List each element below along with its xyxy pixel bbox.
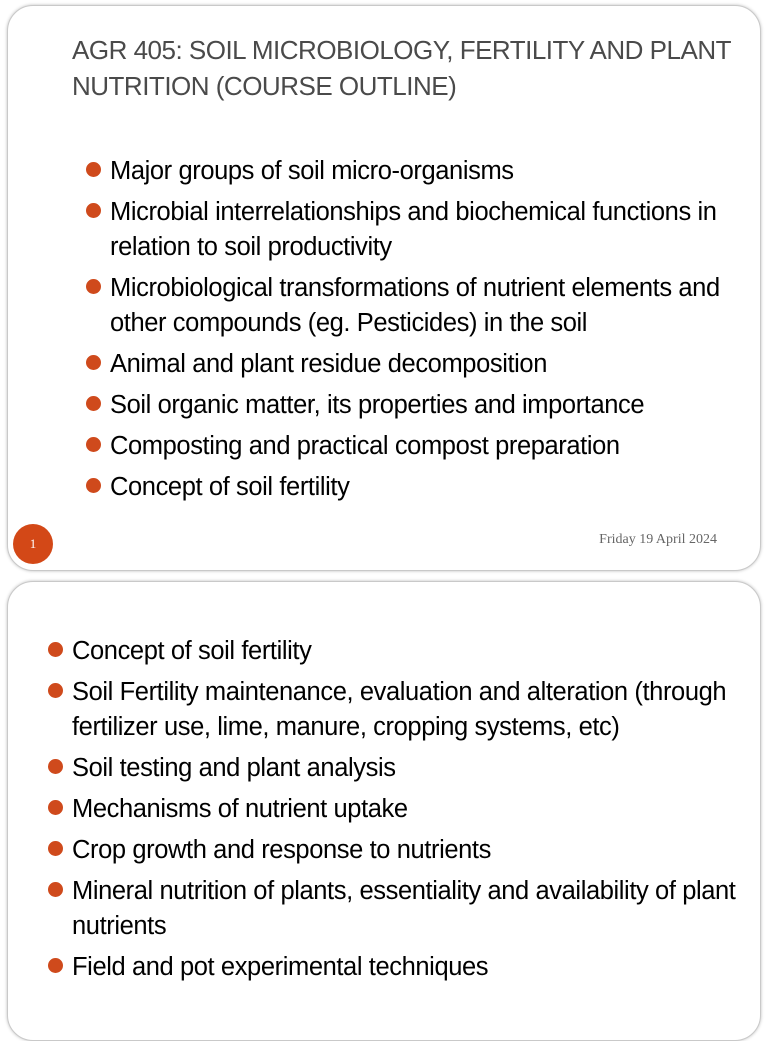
slide-1 — [7, 5, 761, 571]
slide-2 — [7, 581, 761, 1041]
bullet-dot-icon — [86, 396, 101, 411]
bullet-dot-icon — [48, 642, 63, 657]
bullet-item — [48, 950, 748, 985]
bullet-item — [86, 195, 736, 265]
bullet-list — [86, 154, 736, 511]
bullet-text: Animal and plant residue decomposition — [110, 350, 547, 378]
bullet-dot-icon — [48, 958, 63, 973]
bullet-text: Composting and practical compost preparation — [110, 432, 620, 460]
bullet-dot-icon — [48, 841, 63, 856]
bullet-dot-icon — [86, 478, 101, 493]
footer-date: Friday 19 April 2024 — [599, 532, 717, 547]
bullet-text: Concept of soil fertility — [110, 473, 350, 501]
bullet-item — [86, 271, 736, 341]
bullet-item — [48, 751, 748, 786]
bullet-list — [48, 634, 748, 991]
bullet-item — [86, 154, 736, 189]
bullet-dot-icon — [86, 279, 101, 294]
bullet-text: Major groups of soil micro-organisms — [110, 157, 514, 185]
bullet-text: Soil testing and plant analysis — [72, 754, 396, 782]
bullet-text: Field and pot experimental techniques — [72, 953, 489, 981]
bullet-item — [48, 792, 748, 827]
bullet-text: Mechanisms of nutrient uptake — [72, 795, 408, 823]
bullet-text: Microbial interrelationships and biochemical functions in relation to soil productivity — [110, 198, 717, 261]
slide-number-badge: 1 — [13, 524, 53, 564]
bullet-text: Mineral nutrition of plants, essentiality and availability of plant nutrients — [72, 877, 736, 940]
bullet-text: Soil organic matter, its properties and importance — [110, 391, 645, 419]
bullet-dot-icon — [86, 355, 101, 370]
bullet-item — [48, 874, 748, 944]
bullet-text: Microbiological transformations of nutrient elements and other compounds (eg. Pesticides) in the soil — [110, 274, 720, 337]
bullet-dot-icon — [48, 759, 63, 774]
bullet-dot-icon — [48, 882, 63, 897]
bullet-dot-icon — [86, 437, 101, 452]
bullet-item — [48, 833, 748, 868]
bullet-dot-icon — [86, 162, 101, 177]
bullet-item — [86, 429, 736, 464]
bullet-item — [48, 634, 748, 669]
slide-title: AGR 405: SOIL MICROBIOLOGY, FERTILITY AND PLANT NUTRITION (COURSE OUTLINE) — [72, 35, 731, 101]
bullet-text: Concept of soil fertility — [72, 637, 312, 665]
bullet-item — [48, 675, 748, 745]
bullet-dot-icon — [86, 203, 101, 218]
bullet-text: Crop growth and response to nutrients — [72, 836, 491, 864]
bullet-item — [86, 347, 736, 382]
bullet-item — [86, 388, 736, 423]
bullet-dot-icon — [48, 683, 63, 698]
bullet-dot-icon — [48, 800, 63, 815]
bullet-text: Soil Fertility maintenance, evaluation and alteration (through fertilizer use, lime, manure, cropping systems, etc) — [72, 678, 727, 741]
bullet-item — [86, 470, 736, 505]
